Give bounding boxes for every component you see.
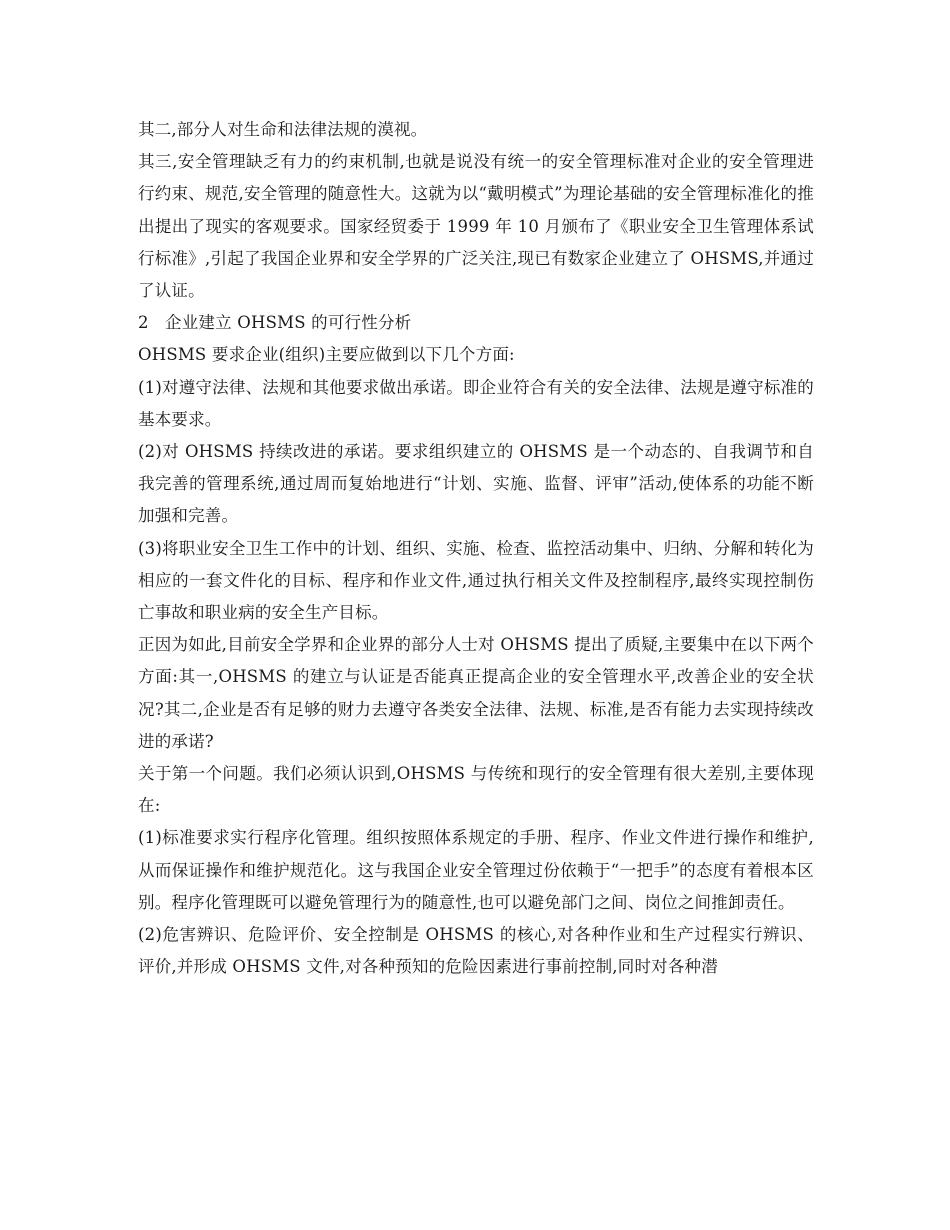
document-body bbox=[138, 114, 814, 983]
section-heading: 2 企业建立 OHSMS 的可行性分析 bbox=[138, 313, 412, 333]
paragraph: (1)对遵守法律、法规和其他要求做出承诺。即企业符合有关的安全法律、法规是遵守标准的基本要求。 bbox=[138, 377, 814, 429]
paragraph: (1)标准要求实行程序化管理。组织按照体系规定的手册、程序、作业文件进行操作和维护,从而保证操作和维护规范化。这与我国企业安全管理过份依赖于“一把手”的态度有着根本区别。程序化管理既可以避免管理行为的随意性,也可以避免部门之间、岗位之间推卸责任。 bbox=[138, 828, 814, 912]
paragraph: OHSMS 要求企业(组织)主要应做到以下几个方面: bbox=[138, 345, 515, 365]
paragraph: (2)危害辨识、危险评价、安全控制是 OHSMS 的核心,对各种作业和生产过程实行辨识、评价,并形成 OHSMS 文件,对各种预知的危险因素进行事前控制,同时对各种潜 bbox=[138, 925, 814, 977]
paragraph: 正因为如此,目前安全学界和企业界的部分人士对 OHSMS 提出了质疑,主要集中在以下两个方面:其一,OHSMS 的建立与认证是否能真正提高企业的安全管理水平,改善企业的安全状况?其二,企业是否有足够的财力去遵守各类安全法律、法规、标准,是否有能力去实现持续改进的承诺? bbox=[138, 635, 814, 751]
paragraph: (2)对 OHSMS 持续改进的承诺。要求组织建立的 OHSMS 是一个动态的、自我调节和自我完善的管理系统,通过周而复始地进行“计划、实施、监督、评审”活动,使体系的功能不断加强和完善。 bbox=[138, 442, 814, 526]
paragraph: 关于第一个问题。我们必须认识到,OHSMS 与传统和现行的安全管理有很大差别,主要体现在: bbox=[138, 764, 814, 816]
paragraph: 其三,安全管理缺乏有力的约束机制,也就是说没有统一的安全管理标准对企业的安全管理进行约束、规范,安全管理的随意性大。这就为以“戴明模式”为理论基础的安全管理标准化的推出提出了现实的客观要求。国家经贸委于 1999 年 10 月颁布了《职业安全卫生管理体系试行标准》,引起了我国企业界和安全学界的广泛关注,现已有数家企业建立了 OHSMS,并通过了认证。 bbox=[138, 152, 814, 301]
paragraph: (3)将职业安全卫生工作中的计划、组织、实施、检查、监控活动集中、归纳、分解和转化为相应的一套文件化的目标、程序和作业文件,通过执行相关文件及控制程序,最终实现控制伤亡事故和职业病的安全生产目标。 bbox=[138, 538, 814, 623]
paragraph: 其二,部分人对生命和法律法规的漠视。 bbox=[138, 120, 428, 139]
